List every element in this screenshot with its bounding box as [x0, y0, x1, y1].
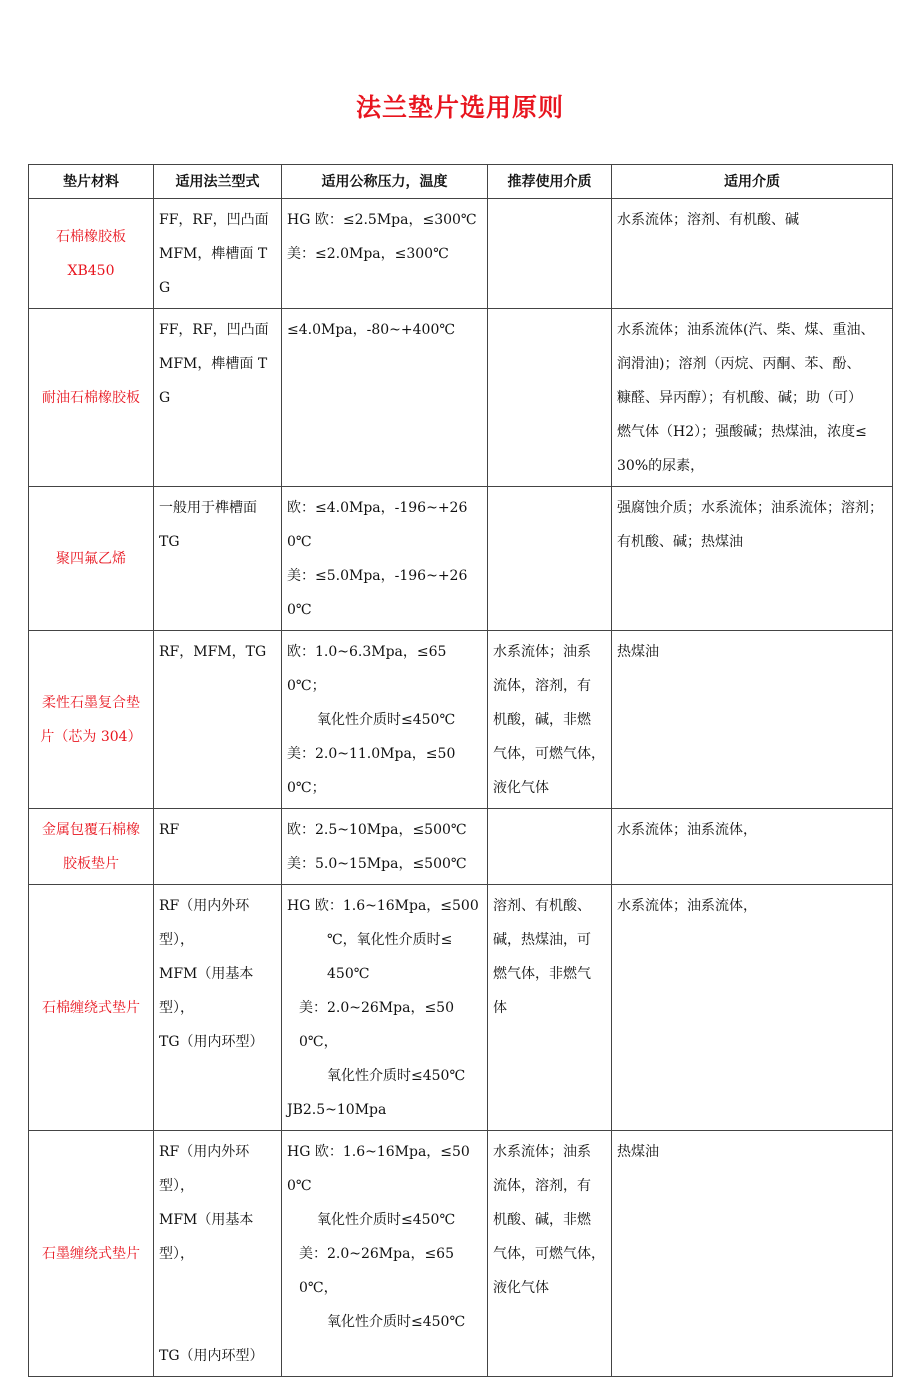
cell-material [29, 631, 154, 809]
cell-flange [154, 199, 282, 309]
cell-pressure [282, 631, 488, 809]
material-line: 片（芯为 304） [40, 729, 142, 745]
cell-material [29, 309, 154, 487]
cell-flange [154, 487, 282, 631]
recommended-line: 水系流体；油系 [493, 1144, 591, 1160]
cell-pressure [282, 809, 488, 885]
medium-line: 水系流体；油系流体， [617, 898, 757, 914]
cell-flange [154, 809, 282, 885]
pressure-line: 氧化性介质时≤450℃ [327, 1068, 466, 1084]
medium-line: 润滑油)；溶剂（丙烷、丙酮、苯、酚、 [617, 356, 861, 372]
flange-line: RF [159, 822, 180, 838]
header-recommended-medium: 推荐使用介质 [488, 165, 612, 199]
pressure-line: 欧：≤4.0Mpa，-196~+260℃ [287, 500, 468, 550]
medium-line: 强腐蚀介质；水系流体；油系流体；溶剂； [617, 500, 883, 516]
material-line: 聚四氟乙烯 [56, 551, 126, 567]
pressure-line: 450℃ [327, 966, 370, 982]
cell-recommended [488, 1131, 612, 1377]
recommended-line: 液化气体 [493, 1280, 549, 1296]
flange-line: 型）， [159, 932, 194, 948]
table-row [29, 199, 893, 309]
pressure-line: HG 欧：1.6~16Mpa，≤500℃ [287, 1144, 470, 1194]
material-line: 胶板垫片 [63, 856, 119, 872]
flange-line: 型）， [159, 1000, 194, 1016]
cell-pressure [282, 309, 488, 487]
header-material: 垫片材料 [29, 165, 154, 199]
cell-medium [612, 199, 893, 309]
recommended-line: 流体，溶剂，有 [493, 678, 591, 694]
table-header-row [29, 165, 893, 199]
table-row [29, 309, 893, 487]
cell-recommended [488, 309, 612, 487]
cell-flange [154, 631, 282, 809]
flange-line [159, 1305, 276, 1339]
medium-line: 水系流体；油系流体， [617, 822, 757, 838]
pressure-line: 美：≤2.0Mpa，≤300℃ [287, 246, 449, 262]
medium-line: 水系流体；溶剂、有机酸、碱 [617, 212, 799, 228]
recommended-line: 机酸，碱，非燃 [493, 712, 591, 728]
pressure-line: 氧化性介质时≤450℃ [327, 1314, 466, 1330]
header-applicable-medium: 适用介质 [612, 165, 893, 199]
cell-pressure [282, 487, 488, 631]
cell-flange [154, 1131, 282, 1377]
recommended-line: 气体，可燃气体， [493, 746, 605, 762]
flange-line: TG（用内环型） [159, 1348, 264, 1364]
recommended-line: 体 [493, 1000, 507, 1016]
cell-recommended [488, 199, 612, 309]
flange-line: 型）， [159, 1246, 194, 1262]
flange-line: FF，RF，凹凸面 [159, 212, 269, 228]
recommended-line: 水系流体；油系 [493, 644, 591, 660]
medium-line: 水系流体；油系流体(汽、柴、煤、重油、 [617, 322, 875, 338]
recommended-line: 机酸、碱，非燃 [493, 1212, 591, 1228]
material-line: 金属包覆石棉橡 [42, 822, 140, 838]
flange-line: MFM，榫槽面 TG [159, 356, 268, 406]
medium-line: 热煤油 [617, 1144, 659, 1160]
pressure-line: 氧化性介质时≤450℃ [317, 712, 456, 728]
material-line: 石墨缠绕式垫片 [42, 1246, 140, 1262]
material-line: 石棉缠绕式垫片 [42, 1000, 140, 1016]
cell-pressure [282, 1131, 488, 1377]
cell-material [29, 487, 154, 631]
medium-line: 有机酸、碱；热煤油 [617, 534, 743, 550]
header-pressure-temperature: 适用公称压力，温度 [282, 165, 488, 199]
medium-line: 热煤油 [617, 644, 659, 660]
cell-medium [612, 809, 893, 885]
flange-line: TG [159, 534, 180, 550]
cell-flange [154, 885, 282, 1131]
recommended-line: 碱，热煤油，可 [493, 932, 591, 948]
pressure-line: ℃，氧化性介质时≤ [327, 932, 453, 948]
recommended-line: 燃气体，非燃气 [493, 966, 591, 982]
recommended-line: 流体，溶剂，有 [493, 1178, 591, 1194]
recommended-line: 气体，可燃气体， [493, 1246, 605, 1262]
cell-material [29, 809, 154, 885]
cell-pressure [282, 885, 488, 1131]
cell-material [29, 199, 154, 309]
medium-line: 30%的尿素， [617, 458, 705, 474]
pressure-line: 美：2.0~11.0Mpa，≤500℃； [287, 746, 456, 796]
cell-recommended [488, 809, 612, 885]
table-row [29, 487, 893, 631]
flange-line: 型）， [159, 1178, 194, 1194]
pressure-line: 美：5.0~15Mpa，≤500℃ [287, 856, 467, 872]
flange-line: RF（用内外环 [159, 898, 250, 914]
table-row [29, 1131, 893, 1377]
flange-line: MFM（用基本 [159, 966, 254, 982]
table-row [29, 885, 893, 1131]
gasket-selection-table [28, 164, 893, 1377]
material-line: XB450 [67, 263, 115, 279]
cell-medium [612, 1131, 893, 1377]
pressure-line: HG 欧：≤2.5Mpa，≤300℃ [287, 212, 477, 228]
pressure-line: 欧：2.5~10Mpa，≤500℃ [287, 822, 467, 838]
recommended-line: 液化气体 [493, 780, 549, 796]
table-row [29, 631, 893, 809]
pressure-line: 美：2.0~26Mpa，≤500℃， [299, 1000, 454, 1050]
material-line: 柔性石墨复合垫 [42, 695, 140, 711]
material-line: 耐油石棉橡胶板 [42, 390, 140, 406]
flange-line: MFM，榫槽面 TG [159, 246, 268, 296]
cell-recommended [488, 487, 612, 631]
material-line: 石棉橡胶板 [56, 229, 126, 245]
cell-medium [612, 885, 893, 1131]
pressure-line: 氧化性介质时≤450℃ [317, 1212, 456, 1228]
medium-line: 燃气体（H2）；强酸碱；热煤油，浓度≤ [617, 424, 867, 440]
pressure-line: ≤4.0Mpa，-80~+400℃ [287, 322, 456, 338]
flange-line: TG（用内环型） [159, 1034, 264, 1050]
cell-material [29, 885, 154, 1131]
page-title: 法兰垫片选用原则 [355, 93, 564, 122]
cell-medium [612, 487, 893, 631]
flange-line: RF，MFM，TG [159, 644, 267, 660]
flange-line: FF，RF，凹凸面 [159, 322, 269, 338]
cell-medium [612, 631, 893, 809]
cell-material [29, 1131, 154, 1377]
cell-medium [612, 309, 893, 487]
pressure-line: 美：≤5.0Mpa，-196~+260℃ [287, 568, 468, 618]
pressure-line: JB2.5~10Mpa [287, 1102, 387, 1118]
pressure-line: 美：2.0~26Mpa，≤650℃， [299, 1246, 454, 1296]
flange-line: MFM（用基本 [159, 1212, 254, 1228]
cell-pressure [282, 199, 488, 309]
flange-line: RF（用内外环 [159, 1144, 250, 1160]
flange-line: 一般用于榫槽面 [159, 500, 257, 516]
cell-recommended [488, 885, 612, 1131]
medium-line: 糠醛、异丙醇）；有机酸、碱；助（可） [617, 390, 862, 406]
header-flange-type: 适用法兰型式 [154, 165, 282, 199]
recommended-line: 溶剂、有机酸、 [493, 898, 591, 914]
cell-recommended [488, 631, 612, 809]
cell-flange [154, 309, 282, 487]
flange-line [159, 1271, 276, 1305]
pressure-line: 欧：1.0~6.3Mpa，≤650℃； [287, 644, 447, 694]
table-row [29, 809, 893, 885]
pressure-line: HG 欧：1.6~16Mpa，≤500 [287, 898, 479, 914]
